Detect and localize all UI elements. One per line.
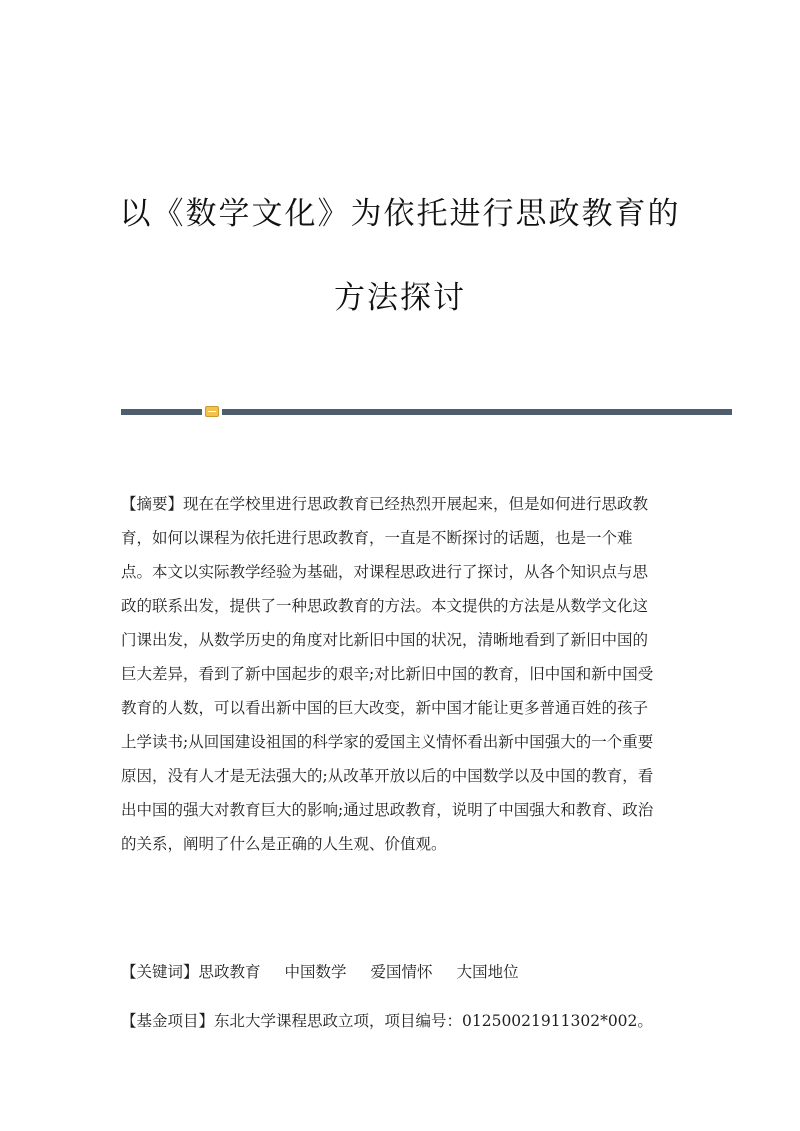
keyword-item: 爱国情怀 [370,963,433,981]
abstract-line: 门课出发，从数学历史的角度对比新旧中国的状况，清晰地看到了新旧中国的 [121,631,649,649]
abstract-line: 育，如何以课程为依托进行思政教育，一直是不断探讨的话题，也是一个难 [121,529,633,547]
keywords-label: 【关键词】 [121,963,199,981]
divider-left [121,409,202,415]
abstract-line: 巨大差异，看到了新中国起步的艰辛;对比新旧中国的教育，旧中国和新中国受 [121,665,654,683]
keyword-item: 大国地位 [456,963,519,981]
abstract-line: 点。本文以实际教学经验为基础，对课程思政进行了探讨，从各个知识点与思 [121,563,649,581]
abstract-line: 的关系，阐明了什么是正确的人生观、价值观。 [121,835,447,853]
keywords-line [121,955,681,989]
divider-badge-icon [205,406,219,417]
abstract-line: 上学读书;从回国建设祖国的科学家的爱国主义情怀看出新中国强大的一个重要 [121,733,654,751]
title-line-2: 方法探讨 [334,280,466,316]
abstract-paragraph [121,487,681,861]
abstract-line: 政的联系出发，提供了一种思政教育的方法。本文提供的方法是从数学文化这 [121,597,649,615]
keyword-item: 思政教育 [198,963,261,981]
divider-right [222,409,732,415]
fund-line [121,1004,681,1038]
fund-text: 【基金项目】东北大学课程思政立项，项目编号：01250021911302*002。 [121,1012,653,1030]
title-line-1: 以《数学文化》为依托进行思政教育的 [119,196,681,232]
abstract-line: 原因，没有人才是无法强大的;从改革开放以后的中国数学以及中国的教育，看 [121,767,654,785]
keyword-item: 中国数学 [284,963,347,981]
abstract-line: 【摘要】现在在学校里进行思政教育已经热烈开展起来，但是如何进行思政教 [121,495,649,513]
abstract-line: 教育的人数，可以看出新中国的巨大改变，新中国才能让更多普通百姓的孩子 [121,699,649,717]
abstract-line: 出中国的强大对教育巨大的影响;通过思政教育，说明了中国强大和教育、政治 [121,801,654,819]
